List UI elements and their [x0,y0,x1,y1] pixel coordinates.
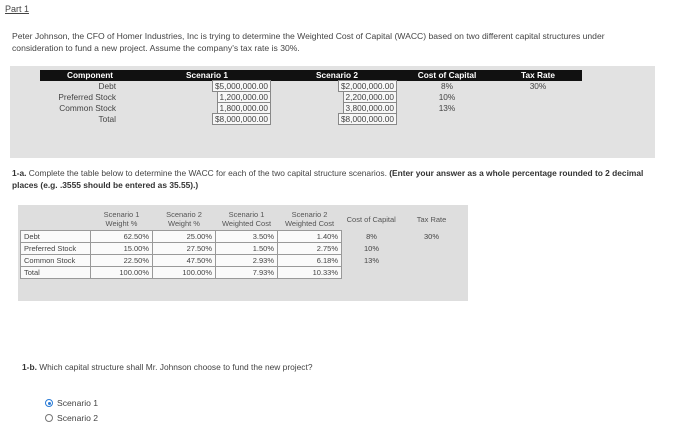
header-cost-of-capital: Cost of Capital [346,214,396,224]
table-row [21,242,462,254]
question-1b [22,362,312,372]
part-title: Part 1 [5,4,30,14]
s2-weight-input[interactable]: 25.00% [153,230,216,242]
s1-weighted-cost-input[interactable]: 2.93% [216,254,278,266]
table-row [21,254,462,266]
s1-weighted-cost-input[interactable]: 1.50% [216,242,278,254]
question-1b-text: Which capital structure shall Mr. Johnson choose to fund the new project? [36,362,313,372]
tax-rate [494,92,582,103]
tax-rate: 30% [529,81,547,91]
cost-of-capital: 13% [438,103,456,113]
cost-of-capital: 10% [438,92,456,102]
table-row [21,266,462,278]
row-label: Preferred Stock [58,92,116,102]
tax-rate: 30% [423,231,439,241]
s1-weight-input[interactable]: 15.00% [91,242,153,254]
scenario-1-amount: 1,200,000.00 [217,91,271,103]
option-scenario-2[interactable] [45,413,98,423]
table-row [40,114,582,125]
wacc-table [20,208,462,279]
scenario-1-amount: $5,000,000.00 [212,80,271,92]
header-tax-rate: Tax Rate [494,70,582,81]
tax-rate [402,254,462,266]
problem-intro: Peter Johnson, the CFO of Homer Industries, Inc is trying to determine the Weighted Cost of Capital (WACC) based on two different capital structures under consideration to fund a new project. Assume the company's tax rate is 30%. [12,31,605,53]
cost-of-capital: 8% [366,231,377,241]
radio-unselected-icon[interactable] [45,414,53,422]
header-component: Component [40,70,140,81]
cost-of-capital [342,266,402,278]
scenario-2-amount: 2,200,000.00 [343,91,397,103]
capital-structure-table [40,70,582,125]
cost-of-capital [400,114,494,125]
scenario-2-amount: $2,000,000.00 [338,80,397,92]
table-row [21,230,462,242]
row-label: Common Stock [59,103,116,113]
s1-wacc-input[interactable]: 7.93% [216,266,278,278]
header-cost-of-capital: Cost of Capital [400,70,494,81]
tax-rate [402,266,462,278]
row-label: Debt [98,81,116,91]
s1-weight-input[interactable]: 62.50% [91,230,153,242]
option-label: Scenario 2 [57,413,99,423]
scenario-1-total: $8,000,000.00 [212,113,271,125]
s1-weight-total-input[interactable]: 100.00% [91,266,153,278]
s1-weighted-cost-input[interactable]: 3.50% [216,230,278,242]
option-scenario-1[interactable] [45,398,98,408]
header-tax-rate: Tax Rate [416,214,447,224]
row-label: Debt [21,230,91,242]
radio-selected-icon[interactable] [45,399,53,407]
question-1a [12,167,662,191]
cost-of-capital: 8% [441,81,453,91]
row-label: Total [98,114,116,124]
s2-weighted-cost-input[interactable]: 1.40% [278,230,342,242]
scenario-2-amount: 3,800,000.00 [343,102,397,114]
question-1a-number: 1-a. [12,168,27,178]
table-row [40,81,582,92]
question-1a-text: Complete the table below to determine the WACC for each of the two capital structure scenarios. [26,168,387,178]
tax-rate [494,103,582,114]
question-1a-instruction: (Enter your answer as a whole percentage rounded to 2 decimal places (e.g. .3555 should be entered as 35.55).) [12,168,644,190]
s2-wacc-input[interactable]: 10.33% [278,266,342,278]
table-row [40,92,582,103]
header-scenario-2: Scenario 2 [274,70,400,81]
s2-weighted-cost-input[interactable]: 6.18% [278,254,342,266]
scenario-1-amount: 1,800,000.00 [217,102,271,114]
table-row [40,103,582,114]
cost-of-capital: 10% [363,243,379,253]
wacc-answer-panel [18,205,468,301]
header-s2-weighted-cost: Scenario 2 Weighted Cost [284,209,335,228]
tax-rate [402,242,462,254]
row-label: Common Stock [21,254,91,266]
s2-weight-input[interactable]: 27.50% [153,242,216,254]
header-s1-weighted-cost: Scenario 1 Weighted Cost [221,209,272,228]
row-label: Preferred Stock [21,242,91,254]
tax-rate [494,114,582,125]
scenario-2-total: $8,000,000.00 [338,113,397,125]
question-1b-number: 1-b. [22,362,37,372]
option-label: Scenario 1 [57,398,99,408]
header-s2-weight: Scenario 2 Weight % [166,209,202,228]
s2-weight-input[interactable]: 47.50% [153,254,216,266]
header-s1-weight: Scenario 1 Weight % [103,209,140,228]
s2-weighted-cost-input[interactable]: 2.75% [278,242,342,254]
cost-of-capital: 13% [363,255,379,265]
header-scenario-1: Scenario 1 [140,70,274,81]
row-label: Total [21,266,91,278]
s2-weight-total-input[interactable]: 100.00% [153,266,216,278]
s1-weight-input[interactable]: 22.50% [91,254,153,266]
given-data-panel [10,66,655,158]
